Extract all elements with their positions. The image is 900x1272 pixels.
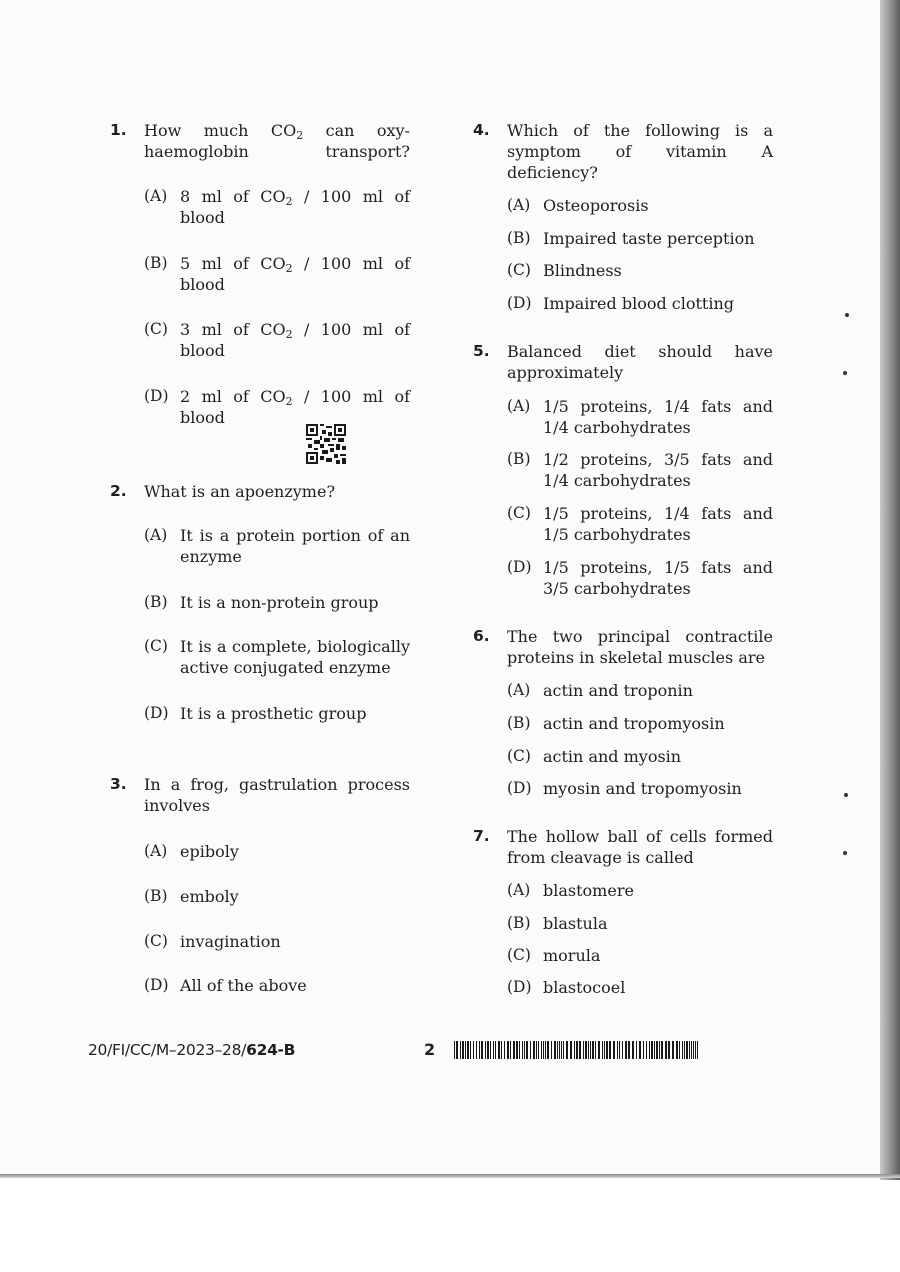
barcode-bar [476, 1041, 477, 1059]
option-text: 1/5 proteins, 1/4 fats and 1/4 carbohydrates [543, 397, 773, 437]
barcode-bar [602, 1041, 603, 1059]
option-label: (B) [144, 254, 168, 272]
barcode-bar [551, 1041, 552, 1059]
option-label: (D) [507, 779, 532, 797]
barcode-bar [632, 1041, 634, 1059]
barcode-bar [462, 1041, 464, 1059]
barcode-bar [563, 1041, 564, 1059]
option-label: (A) [507, 196, 531, 214]
question-text: The hollow ball of cells formed from cleavage is called [507, 827, 773, 867]
option-text: 8 ml of $CO_2 / 100$ ml of blood [180, 187, 411, 227]
option-label: (A) [507, 681, 531, 699]
question-text: In a frog, gastrulation process involves [144, 775, 410, 815]
barcode-bar [613, 1041, 615, 1059]
barcode-bar [513, 1041, 515, 1059]
option-label: (C) [507, 946, 531, 964]
option-label: (B) [144, 593, 168, 611]
barcode-bar [545, 1041, 546, 1059]
barcode-icon [454, 1041, 700, 1059]
barcode-bar [473, 1041, 474, 1059]
barcode-bar [519, 1041, 520, 1059]
barcode-bar [498, 1041, 500, 1059]
barcode-bar [592, 1041, 594, 1059]
option-text: 1/5 proteins, 1/5 fats and 3/5 carbohydrates [543, 558, 773, 598]
barcode-bar [661, 1041, 663, 1059]
barcode-bar [543, 1041, 544, 1059]
option-text: actin and myosin [543, 747, 682, 766]
option-label: (B) [507, 914, 531, 932]
barcode-bar [530, 1041, 531, 1059]
scan-speck [845, 313, 849, 317]
exam-code-prefix: 20/FI/CC/M–2023–28/ [88, 1041, 247, 1059]
barcode-bar [487, 1041, 489, 1059]
option-text: 1/2 proteins, 3/5 fats and 1/4 carbohydrates [543, 450, 773, 490]
option-label: (D) [507, 558, 532, 576]
page-bottom-edge [0, 1174, 900, 1178]
barcode-bar [649, 1041, 650, 1059]
option-text: actin and tropomyosin [543, 714, 725, 733]
option-label: (D) [144, 387, 169, 405]
barcode-bar [598, 1041, 600, 1059]
barcode-bar [617, 1041, 618, 1059]
option-label: (A) [507, 397, 531, 415]
barcode-bar [574, 1041, 575, 1059]
barcode-bar [470, 1041, 471, 1059]
question-number: 4. [473, 121, 490, 139]
qr-code-icon [306, 424, 346, 464]
scan-speck [843, 371, 847, 375]
option-label: (D) [507, 294, 532, 312]
barcode-bar [588, 1041, 589, 1059]
barcode-bar [679, 1041, 680, 1059]
barcode-bar [672, 1041, 674, 1059]
barcode-bar [541, 1041, 542, 1059]
question-number: 2. [110, 482, 127, 500]
scan-speck [843, 851, 847, 855]
barcode-bar [454, 1041, 455, 1059]
barcode-bar [619, 1041, 620, 1059]
option-text: 2 ml of $CO_2 / 100$ ml of blood [180, 387, 411, 427]
option-text: blastula [543, 914, 608, 933]
option-text: invagination [180, 932, 281, 951]
barcode-bar [691, 1041, 692, 1059]
option-text: 1/5 proteins, 1/4 fats and 1/5 carbohydrates [543, 504, 773, 544]
option-text: 5 ml of $CO_2 / 100$ ml of blood [180, 254, 411, 294]
option-label: (A) [507, 881, 531, 899]
option-text: It is a non-protein group [180, 593, 379, 612]
barcode-bar [561, 1041, 562, 1059]
barcode-bar [481, 1041, 483, 1059]
barcode-bar [460, 1041, 461, 1059]
barcode-bar [695, 1041, 696, 1059]
option-label: (B) [507, 450, 531, 468]
barcode-bar [686, 1041, 688, 1059]
question-text: Which of the following is a symptom of vitamin A deficiency? [507, 121, 773, 182]
option-label: (C) [507, 504, 531, 522]
barcode-bar [533, 1041, 535, 1059]
barcode-bar [465, 1041, 466, 1059]
option-text: Impaired taste perception [543, 229, 755, 248]
barcode-bar [576, 1041, 578, 1059]
option-label: (D) [144, 704, 169, 722]
barcode-bar [668, 1041, 670, 1059]
option-label: (C) [507, 747, 531, 765]
barcode-bar [643, 1041, 644, 1059]
barcode-bar [639, 1041, 641, 1059]
barcode-bar [606, 1041, 608, 1059]
barcode-bar [676, 1041, 678, 1059]
question-number: 1. [110, 121, 127, 139]
question-text: Balanced diet should have approximately [507, 342, 773, 382]
barcode-bar [547, 1041, 549, 1059]
barcode-bar [504, 1041, 505, 1059]
barcode-bar [516, 1041, 518, 1059]
barcode-bar [693, 1041, 694, 1059]
barcode-bar [651, 1041, 653, 1059]
barcode-bar [467, 1041, 469, 1059]
barcode-bar [636, 1041, 637, 1059]
barcode-bar [590, 1041, 591, 1059]
option-text: Impaired blood clotting [543, 294, 735, 313]
option-text: blastocoel [543, 978, 626, 997]
barcode-bar [682, 1041, 683, 1059]
option-label: (A) [144, 526, 168, 544]
question-text: The two principal contractile proteins in skeletal muscles are [507, 627, 773, 667]
option-text: morula [543, 946, 601, 965]
barcode-bar [684, 1041, 685, 1059]
barcode-bar [501, 1041, 502, 1059]
barcode-bar [628, 1041, 630, 1059]
barcode-bar [585, 1041, 587, 1059]
barcode-bar [479, 1041, 480, 1059]
barcode-bar [583, 1041, 584, 1059]
option-text: blastomere [543, 881, 634, 900]
page-number: 2 [424, 1040, 436, 1059]
barcode-bar [570, 1041, 572, 1059]
option-text: It is a complete, biologically active conjugated enzyme [180, 637, 410, 677]
barcode-bar [554, 1041, 556, 1059]
option-text: It is a prosthetic group [180, 704, 367, 723]
option-label: (C) [144, 320, 168, 338]
barcode-bar [490, 1041, 491, 1059]
barcode-bar [579, 1041, 581, 1059]
barcode-bar [522, 1041, 523, 1059]
barcode-bar [604, 1041, 605, 1059]
option-label: (A) [144, 842, 168, 860]
exam-code [88, 1040, 295, 1060]
barcode-bar [536, 1041, 537, 1059]
barcode-bar [609, 1041, 611, 1059]
barcode-bar [485, 1041, 486, 1059]
barcode-bar [495, 1041, 496, 1059]
barcode-bar [595, 1041, 596, 1059]
question-number: 5. [473, 342, 490, 360]
barcode-bar [622, 1041, 623, 1059]
barcode-bar [656, 1041, 658, 1059]
option-label: (C) [144, 932, 168, 950]
question-number: 6. [473, 627, 490, 645]
page-edge-shadow [880, 0, 900, 1180]
option-text: myosin and tropomyosin [543, 779, 742, 798]
scan-speck [844, 793, 848, 797]
question-number: 3. [110, 775, 127, 793]
barcode-bar [526, 1041, 528, 1059]
barcode-bar [510, 1041, 511, 1059]
barcode-bar [697, 1041, 698, 1059]
barcode-bar [559, 1041, 560, 1059]
barcode-bar [557, 1041, 558, 1059]
barcode-bar [659, 1041, 660, 1059]
option-text: It is a protein portion of an enzyme [180, 526, 410, 566]
barcode-bar [654, 1041, 655, 1059]
option-label: (C) [507, 261, 531, 279]
option-text: All of the above [180, 976, 307, 995]
option-label: (B) [507, 714, 531, 732]
question-number: 7. [473, 827, 490, 845]
option-text: Osteoporosis [543, 196, 649, 215]
option-label: (D) [507, 978, 532, 996]
barcode-bar [524, 1041, 525, 1059]
option-text: actin and troponin [543, 681, 693, 700]
option-text: emboly [180, 887, 239, 906]
barcode-bar [456, 1041, 458, 1059]
option-label: (C) [144, 637, 168, 655]
barcode-bar [625, 1041, 627, 1059]
option-text: 3 ml of $CO_2 / 100$ ml of blood [180, 320, 411, 360]
barcode-bar [493, 1041, 494, 1059]
option-text: epiboly [180, 842, 239, 861]
exam-code-series: 624-B [246, 1041, 296, 1059]
option-label: (D) [144, 976, 169, 994]
barcode-bar [566, 1041, 568, 1059]
question-text: What is an apoenzyme? [144, 482, 336, 501]
option-label: (B) [144, 887, 168, 905]
barcode-bar [689, 1041, 690, 1059]
barcode-bar [507, 1041, 509, 1059]
option-label: (A) [144, 187, 168, 205]
question-text: How much $CO_2$ can oxy-haemoglobin transport? [144, 121, 410, 161]
option-label: (B) [507, 229, 531, 247]
barcode-bar [538, 1041, 539, 1059]
option-text: Blindness [543, 261, 622, 280]
barcode-bar [665, 1041, 667, 1059]
barcode-bar [646, 1041, 647, 1059]
